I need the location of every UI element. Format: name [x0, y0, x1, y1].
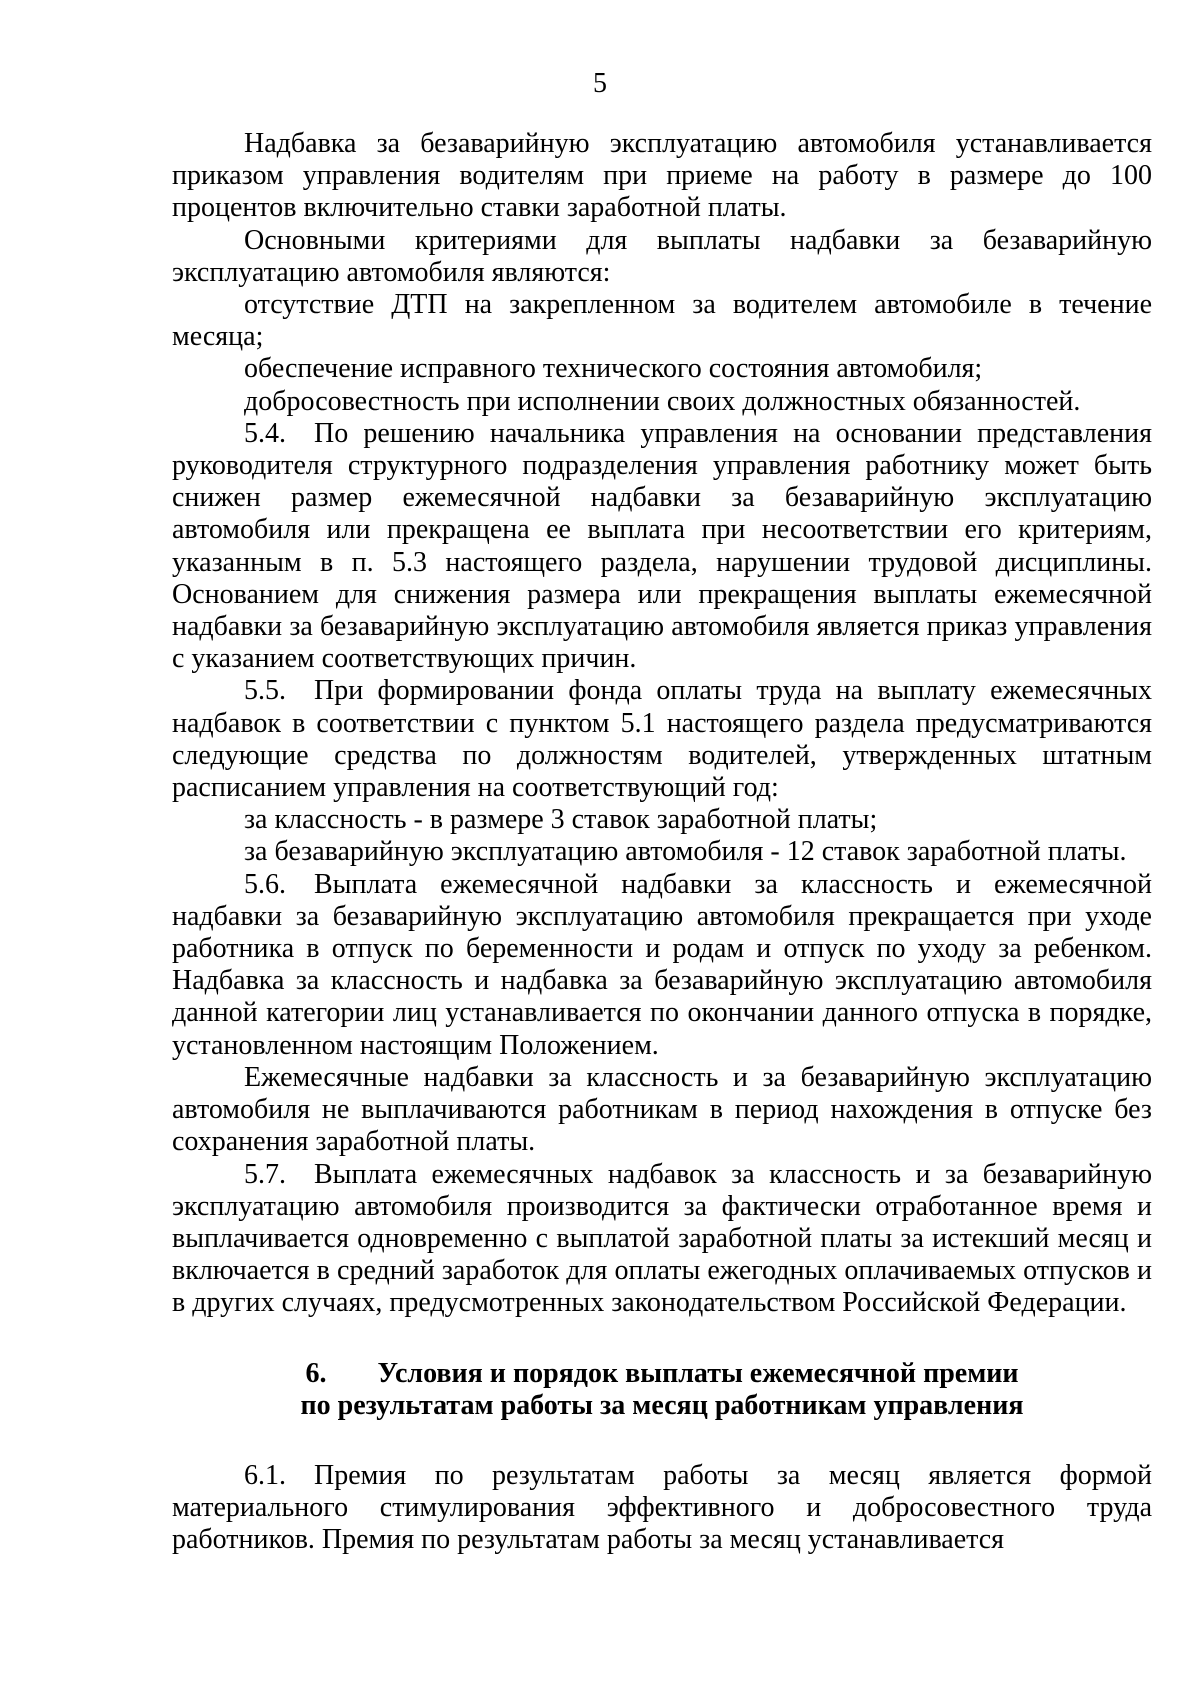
paragraph-text: Выплата ежемесячной надбавки за классность и ежемесячной надбавки за безаварийную эксплуатацию автомобиля прекращается при уходе работника в отпуск по беременности и родам и отпуск по уходу за ребенком. Надбавка за классность и надбавка за безаварийную эксплуатацию автомобиля данной категории лиц устанавливается по окончании данного отпуска в порядке, установленном настоящим Положением. — [172, 868, 1152, 1061]
paragraph — [172, 804, 1152, 836]
paragraph-text: По решению начальника управления на основании представления руководителя структурного подразделения управления работнику может быть снижен размер ежемесячной надбавки за безаварийную эксплуатацию автомобиля или прекращена ее выплата при несоответствии его критериям, указанным в п. 5.3 настоящего раздела, нарушении трудовой дисциплины. Основанием для снижения размера или прекращения выплаты ежемесячной надбавки за безаварийную эксплуатацию автомобиля является приказ управления с указанием соответствующих причин. — [172, 417, 1152, 675]
paragraph — [172, 128, 1152, 225]
paragraph-text: При формировании фонда оплаты труда на выплату ежемесячных надбавок в соответствии с пунктом 5.1 настоящего раздела предусматриваются следующие средства по должностям водителей, утвержденных штатным расписанием управления на соответствующий год: — [172, 675, 1152, 804]
paragraph — [172, 289, 1152, 353]
document-body — [172, 128, 1152, 1557]
paragraph — [172, 386, 1152, 418]
paragraph-text: обеспечение исправного технического состояния автомобиля; — [244, 353, 983, 385]
section-number: 6. — [305, 1357, 327, 1389]
paragraph — [172, 1062, 1152, 1159]
paragraphs-after-section — [172, 1460, 1152, 1557]
section-title-line-1: Условия и порядок выплаты ежемесячной премии — [377, 1357, 1019, 1389]
paragraph-text: за безаварийную эксплуатацию автомобиля - 12 ставок заработной платы. — [244, 836, 1127, 868]
clause-number: 5.4. — [244, 417, 286, 449]
paragraph-text: Премия по результатам работы за месяц является формой материального стимулирования эффективного и добросовестного труда работников. Премия по результатам работы за месяц устанавливается — [172, 1459, 1152, 1556]
page-number: 5 — [593, 68, 607, 99]
section-title-line-2: по результатам работы за месяц работникам управления — [300, 1389, 1024, 1421]
paragraph — [172, 869, 1152, 1062]
paragraph — [172, 418, 1152, 676]
clause-number: 5.5. — [244, 675, 286, 707]
paragraph-text: Выплата ежемесячных надбавок за классность и за безаварийную эксплуатацию автомобиля производится за фактически отработанное время и выплачивается одновременно с выплатой заработной платы за истекший месяц и включается в средний заработок для оплаты ежегодных оплачиваемых отпусков и в других случаях, предусмотренных законодательством Российской Федерации. — [172, 1158, 1152, 1319]
paragraph — [172, 836, 1152, 868]
paragraph — [172, 353, 1152, 385]
paragraph — [172, 1159, 1152, 1320]
clause-number: 6.1. — [244, 1459, 286, 1491]
paragraph-text: отсутствие ДТП на закрепленном за водителем автомобиле в течение месяца; — [172, 289, 1152, 353]
paragraph — [172, 225, 1152, 289]
clause-number: 5.6. — [244, 868, 286, 900]
paragraph — [172, 675, 1152, 804]
paragraph-text: Основными критериями для выплаты надбавки за безаварийную эксплуатацию автомобиля являются: — [172, 224, 1152, 288]
paragraphs-before-section — [172, 128, 1152, 1320]
paragraph-text: добросовестность при исполнении своих должностных обязанностей. — [244, 385, 1081, 417]
paragraph-text: за классность - в размере 3 ставок заработной платы; — [244, 804, 878, 836]
paragraph-text: Надбавка за безаварийную эксплуатацию автомобиля устанавливается приказом управления водителям при приеме на работу в размере до 100 процентов включительно ставки заработной платы. — [172, 128, 1152, 224]
section-heading-line-1 — [172, 1358, 1152, 1390]
clause-number: 5.7. — [244, 1158, 286, 1190]
paragraph — [172, 1460, 1152, 1557]
paragraph-text: Ежемесячные надбавки за классность и за безаварийную эксплуатацию автомобиля не выплачиваются работникам в период нахождения в отпуске без сохранения заработной платы. — [172, 1061, 1152, 1158]
section-heading — [172, 1358, 1152, 1422]
